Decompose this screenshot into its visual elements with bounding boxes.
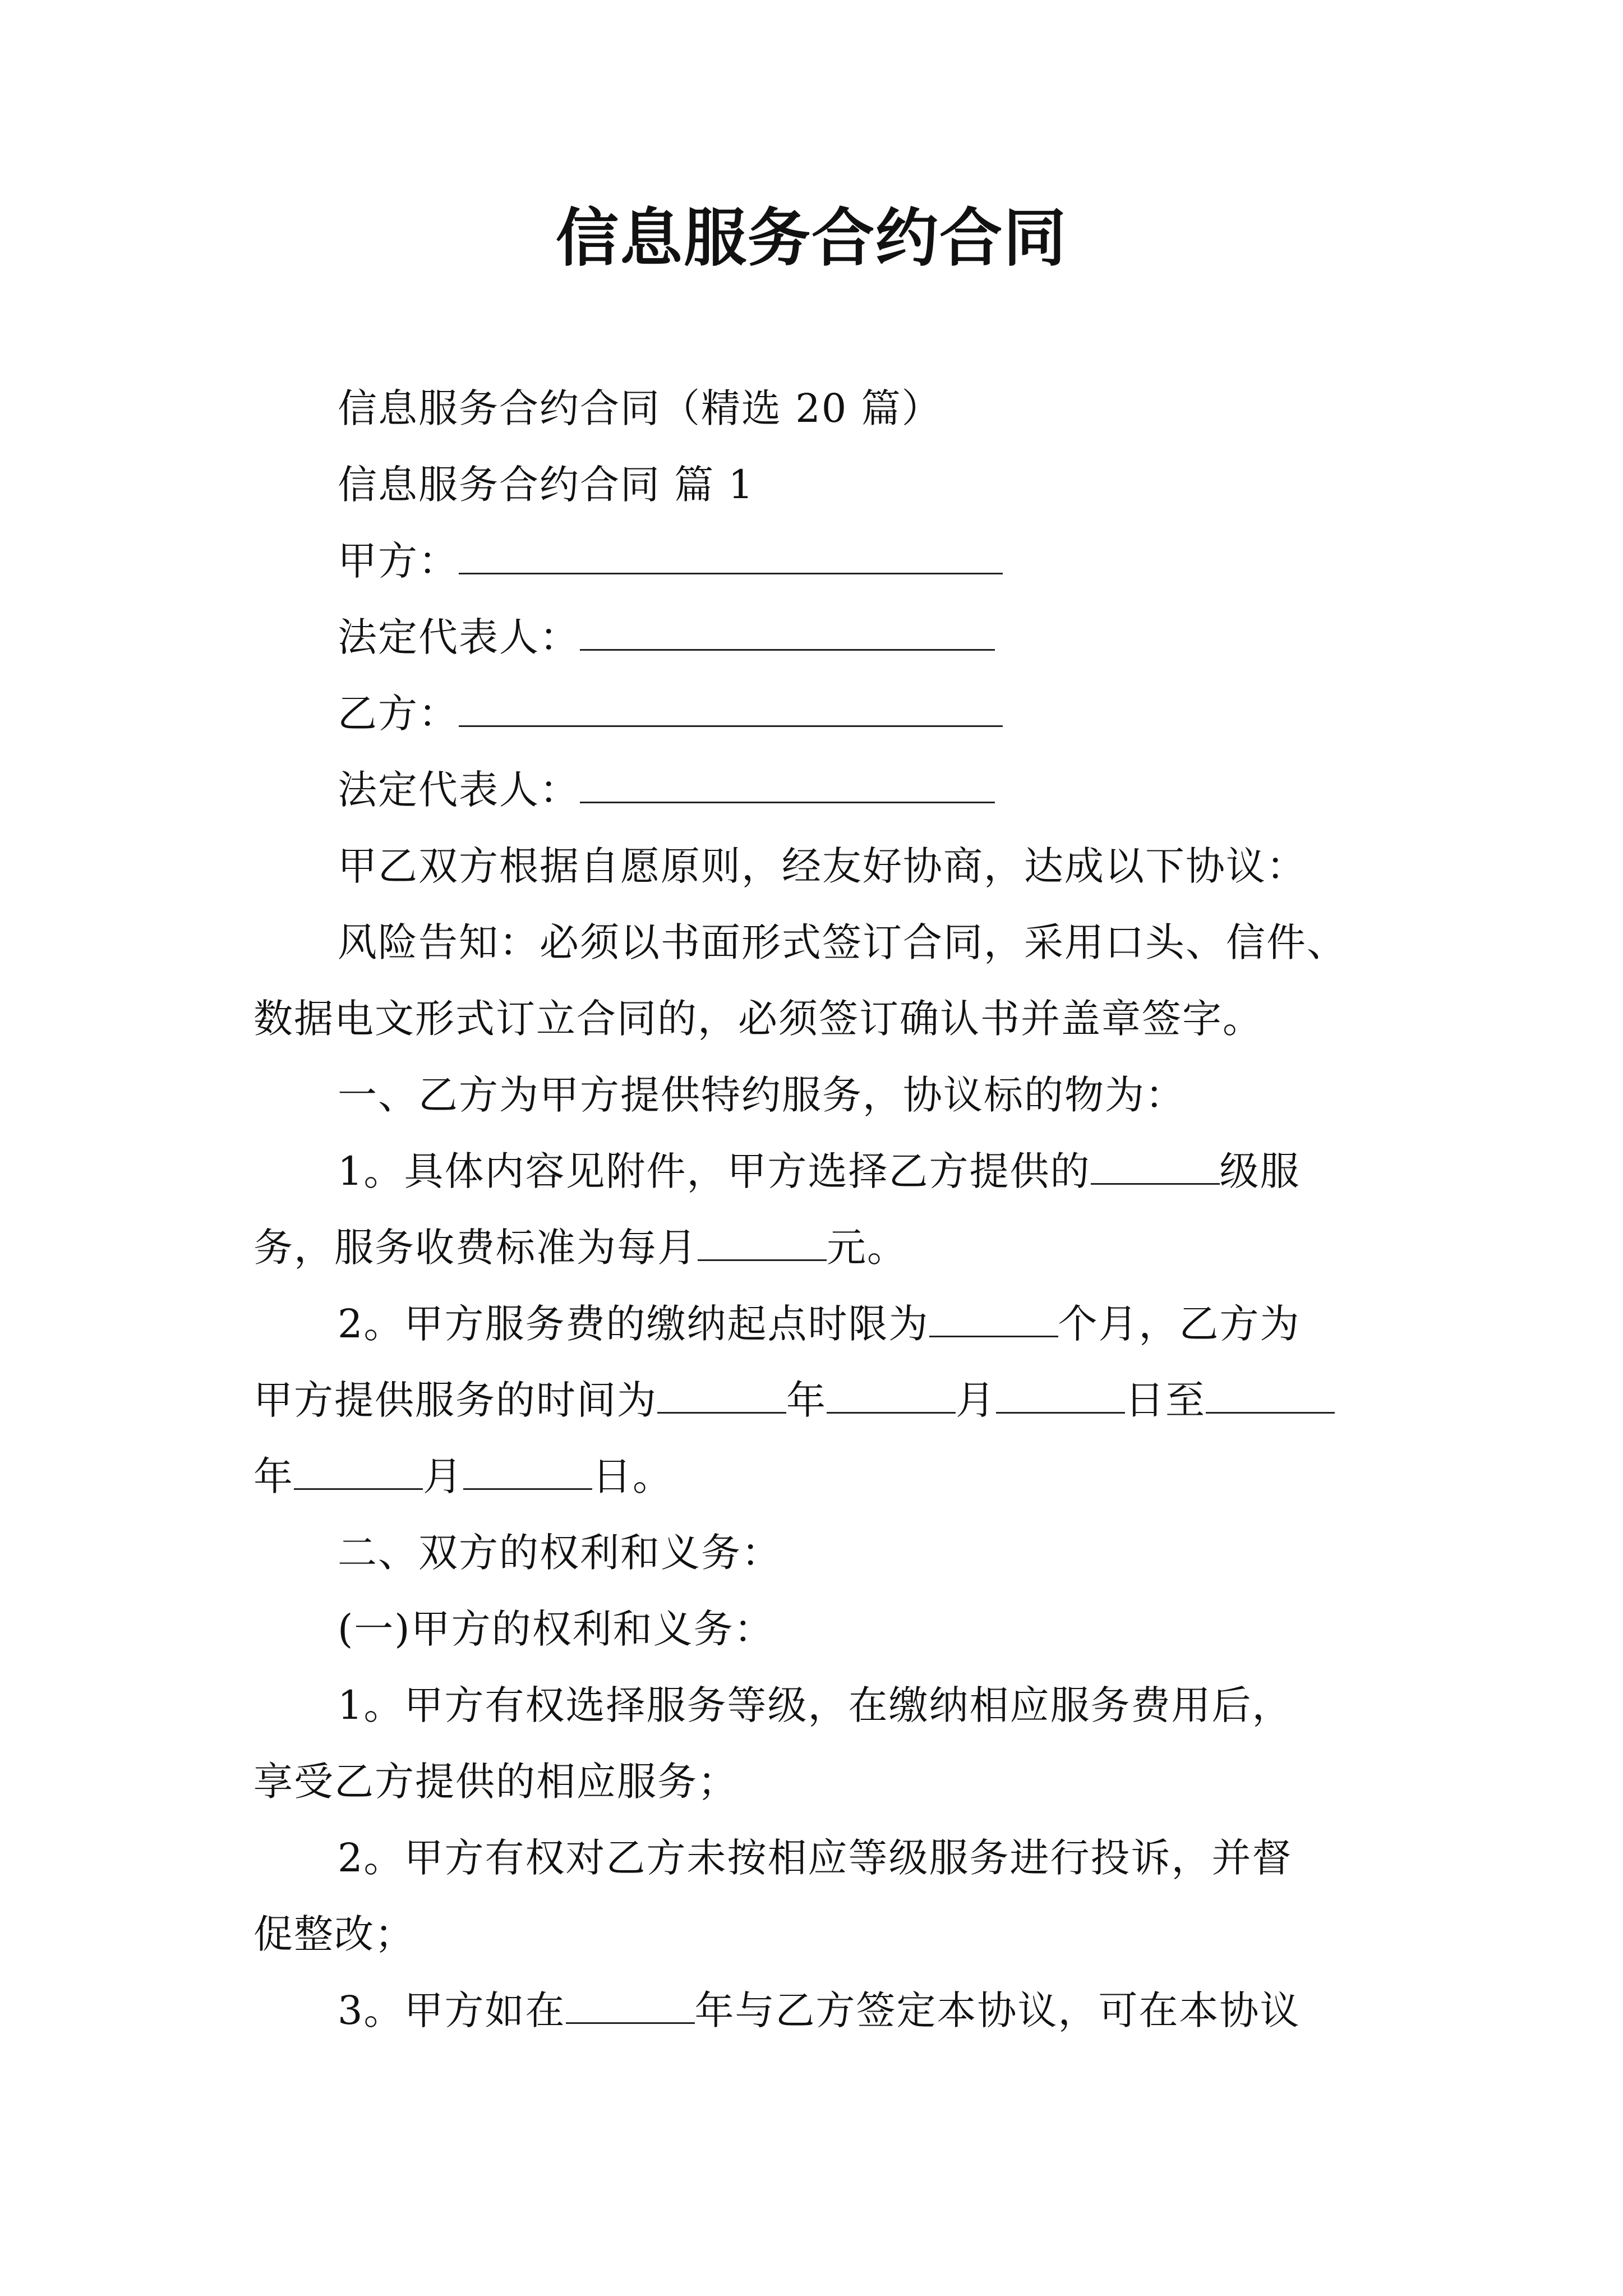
section-heading: 信息服务合约合同 篇 1: [338, 462, 755, 508]
text-span: 甲方提供服务的时间为: [253, 1377, 657, 1423]
paragraph-line: [253, 1209, 1381, 1286]
text-span: 级服: [1219, 1148, 1301, 1194]
party-b-blank: [459, 694, 1003, 727]
year-blank: [657, 1381, 786, 1414]
month-blank: [827, 1381, 956, 1414]
paragraph-line: 数据电文形式订立合同的，必须签订确认书并盖章签字。: [253, 996, 1263, 1042]
paragraph-line: 风险告知：必须以书面形式签订合同，采用口头、信件、: [338, 919, 1347, 965]
fee-blank: [698, 1228, 827, 1261]
paragraph-line: 享受乙方提供的相应服务；: [253, 1759, 738, 1805]
party-b-rep-label: 法定代表人：: [338, 767, 580, 813]
subtitle-line: 信息服务合约合同（精选 20 篇）: [338, 385, 942, 431]
text-span: 月: [956, 1377, 996, 1423]
sign-year-blank: [566, 1991, 695, 2024]
paragraph-line: [253, 1438, 1381, 1515]
text-span: 2。甲方服务费的缴纳起点时限为: [338, 1301, 929, 1347]
months-blank: [929, 1304, 1058, 1337]
text-span: 年: [253, 1453, 294, 1499]
party-a-rep-label: 法定代表人：: [338, 614, 580, 660]
party-a-line: [253, 523, 1381, 599]
paragraph-line: [253, 1362, 1381, 1438]
day-blank: [996, 1381, 1125, 1414]
text-span: 月: [423, 1453, 463, 1499]
text-span: 1。具体内容见附件，甲方选择乙方提供的: [338, 1148, 1091, 1194]
party-a-rep-line: [253, 599, 1381, 675]
level-blank: [1091, 1152, 1220, 1185]
document-body: [253, 370, 1381, 2049]
text-span: 3。甲方如在: [338, 1987, 566, 2033]
party-a-label: 甲方：: [338, 538, 459, 584]
text-span: 年: [786, 1377, 827, 1423]
party-b-label: 乙方：: [338, 691, 459, 737]
text-span: 日。: [592, 1453, 673, 1499]
party-b-rep-blank: [580, 770, 995, 803]
paragraph-line: [253, 1133, 1381, 1209]
party-b-rep-line: [253, 752, 1381, 828]
text-span: 日至: [1125, 1377, 1206, 1423]
end-day-blank: [463, 1457, 592, 1490]
end-year-blank: [1206, 1381, 1335, 1414]
paragraph-line: 1。甲方有权选择服务等级，在缴纳相应服务费用后，: [338, 1682, 1293, 1728]
party-a-rep-blank: [580, 618, 995, 651]
paragraph-line: 2。甲方有权对乙方未按相应等级服务进行投诉，并督: [338, 1835, 1293, 1881]
text-span: 年与乙方签定本协议，可在本协议: [694, 1987, 1301, 2033]
party-b-line: [253, 675, 1381, 752]
paragraph-line: [253, 1286, 1381, 1362]
text-span: 元。: [827, 1225, 907, 1271]
paragraph-line: [253, 1972, 1381, 2049]
paragraph-line: 一、乙方为甲方提供特约服务，协议标的物为：: [338, 1072, 1186, 1118]
party-a-blank: [459, 541, 1003, 574]
paragraph-line: 甲乙双方根据自愿原则，经友好协商，达成以下协议：: [338, 843, 1307, 889]
document-title: 信息服务合约合同: [556, 201, 1067, 275]
text-span: 个月，乙方为: [1058, 1301, 1301, 1347]
paragraph-line: 促整改；: [253, 1911, 415, 1957]
text-span: 务，服务收费标准为每月: [253, 1225, 698, 1271]
section-heading: 二、双方的权利和义务：: [338, 1530, 782, 1576]
subsection-heading: (一)甲方的权利和义务：: [338, 1606, 774, 1652]
end-month-blank: [294, 1457, 423, 1490]
